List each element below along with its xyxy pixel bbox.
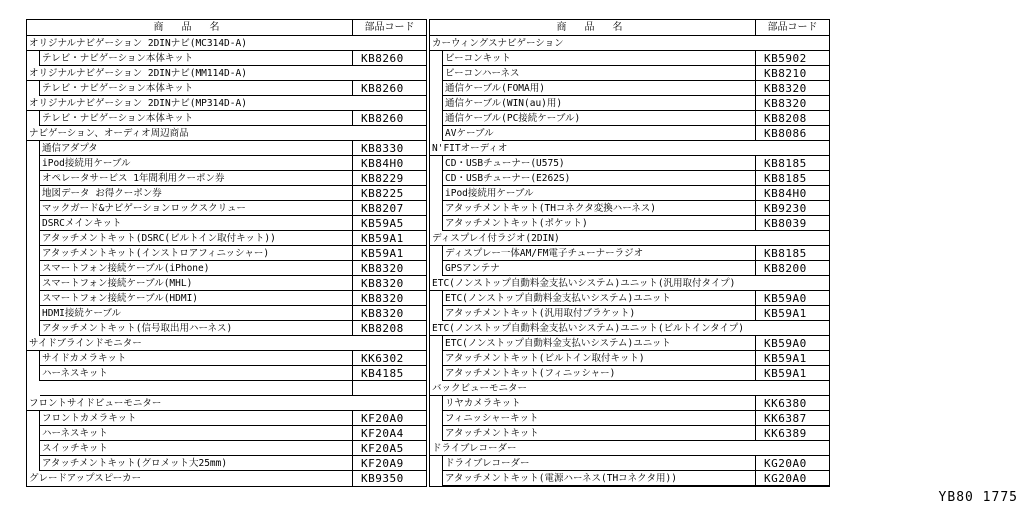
product-name: スマートフォン接続ケーブル(iPhone) <box>39 261 353 276</box>
part-code: KB8225 <box>361 187 404 200</box>
part-code: KB8260 <box>361 82 404 95</box>
part-code: KB8260 <box>361 52 404 65</box>
part-code: KB8320 <box>361 307 404 320</box>
table-row <box>27 351 426 366</box>
part-code: KK6302 <box>361 352 404 365</box>
part-code: KB8330 <box>361 142 404 155</box>
part-code: KG20A0 <box>764 457 807 470</box>
table-row <box>27 366 426 381</box>
table-row <box>430 351 829 366</box>
parts-table-left <box>26 19 427 487</box>
part-code: KK6380 <box>764 397 807 410</box>
table-row <box>27 156 426 171</box>
product-name: オペレータサービス 1年間利用クーポン券 <box>39 171 353 186</box>
product-name: アタッチメントキット(汎用取付ブラケット) <box>442 306 756 321</box>
table-row <box>430 126 829 141</box>
table-row <box>27 111 426 126</box>
product-name: オリジナルナビゲーション 2DINナビ(MM114D-A) <box>29 68 247 79</box>
product-name: グレードアップスピーカー <box>27 471 353 486</box>
category-row <box>27 336 426 351</box>
part-code: KB8185 <box>764 247 807 260</box>
product-name: オリジナルナビゲーション 2DINナビ(MC314D-A) <box>29 38 247 49</box>
product-name: AVケーブル <box>442 126 756 141</box>
part-code: KB8320 <box>361 292 404 305</box>
table-body <box>430 36 829 486</box>
header-product-name: 商 品 名 <box>430 20 756 35</box>
part-code <box>353 381 426 396</box>
part-code: KB5902 <box>764 52 807 65</box>
product-name: バックビューモニター <box>432 383 528 394</box>
table-row <box>430 186 829 201</box>
table-row <box>430 291 829 306</box>
table-row <box>430 216 829 231</box>
product-name: フロントカメラキット <box>39 411 353 426</box>
product-name: テレビ・ナビゲーション本体キット <box>39 111 353 126</box>
product-name: DSRCメインキット <box>39 216 353 231</box>
table-row <box>27 456 426 471</box>
category-row <box>27 396 426 411</box>
product-name: CD・USBチューナー(U575) <box>442 156 756 171</box>
product-name: ディスプレー一体AM/FM電子チューナーラジオ <box>442 246 756 261</box>
product-name: テレビ・ナビゲーション本体キット <box>39 51 353 66</box>
category-row <box>430 381 829 396</box>
product-name: 通信ケーブル(WIN(au)用) <box>442 96 756 111</box>
table-row <box>27 441 426 456</box>
product-name: CD・USBチューナー(E262S) <box>442 171 756 186</box>
table-row <box>27 171 426 186</box>
part-code: KB84H0 <box>764 187 807 200</box>
part-code: KB59A1 <box>361 232 404 245</box>
category-row <box>27 66 426 81</box>
category-row <box>27 96 426 111</box>
category-row <box>430 441 829 456</box>
table-row <box>27 201 426 216</box>
product-name: 通信アダプタ <box>39 141 353 156</box>
part-code: KB8185 <box>764 172 807 185</box>
category-row <box>430 321 829 336</box>
category-row <box>430 276 829 291</box>
category-row <box>430 141 829 156</box>
product-name: ビーコンキット <box>442 51 756 66</box>
product-name: ETC(ノンストップ自動料金支払いシステム)ユニット(ビルトインタイプ) <box>432 323 744 334</box>
category-row <box>27 36 426 51</box>
table-row <box>430 366 829 381</box>
product-name: スイッチキット <box>39 441 353 456</box>
product-name: リヤカメラキット <box>442 396 756 411</box>
product-name: ビーコンハーネス <box>442 66 756 81</box>
product-name: GPSアンテナ <box>442 261 756 276</box>
product-name: スマートフォン接続ケーブル(MHL) <box>39 276 353 291</box>
part-code: KK6387 <box>764 412 807 425</box>
product-name: ディスプレイ付ラジオ(2DIN) <box>432 233 560 244</box>
product-name: HDMI接続ケーブル <box>39 306 353 321</box>
table-row <box>430 471 829 486</box>
product-name: アタッチメントキット <box>442 426 756 441</box>
product-name: ETC(ノンストップ自動料金支払いシステム)ユニット(汎用取付タイプ) <box>432 278 736 289</box>
part-code: KK6389 <box>764 427 807 440</box>
table-row <box>27 81 426 96</box>
table-row <box>430 51 829 66</box>
table-row <box>27 306 426 321</box>
product-name: アタッチメントキット(フィニッシャー) <box>442 366 756 381</box>
product-name: アタッチメントキット(グロメット大25mm) <box>39 456 353 471</box>
table-row <box>430 411 829 426</box>
part-code: KB8208 <box>764 112 807 125</box>
table-row <box>430 336 829 351</box>
table-row <box>430 426 829 441</box>
part-code: KB8208 <box>361 322 404 335</box>
table-row <box>430 96 829 111</box>
part-code: KB59A5 <box>361 217 404 230</box>
table-row <box>27 216 426 231</box>
part-code: KG20A0 <box>764 472 807 485</box>
product-name: ドライブレコーダー <box>432 443 517 454</box>
table-row <box>430 156 829 171</box>
table-row <box>430 111 829 126</box>
part-code: KF20A4 <box>361 427 404 440</box>
product-name: サイドブラインドモニター <box>29 338 142 349</box>
part-code: KB4185 <box>361 367 404 380</box>
product-name: iPod接続用ケーブル <box>442 186 756 201</box>
table-row <box>27 291 426 306</box>
table-row <box>27 141 426 156</box>
table-row <box>430 171 829 186</box>
parts-table-right <box>429 19 830 487</box>
table-body <box>27 36 426 486</box>
product-name: アタッチメントキット(DSRC(ビルトイン取付キット)) <box>39 231 353 246</box>
table-row <box>27 186 426 201</box>
table-header <box>430 20 829 36</box>
product-name: ナビゲーション、オーディオ周辺商品 <box>29 128 189 139</box>
product-name: アタッチメントキット(THコネクタ変換ハーネス) <box>442 201 756 216</box>
table-row <box>27 246 426 261</box>
part-code: KB8200 <box>764 262 807 275</box>
part-code: KB59A0 <box>764 292 807 305</box>
part-code: KB8320 <box>361 277 404 290</box>
table-row <box>27 411 426 426</box>
table-row <box>430 306 829 321</box>
part-code: KB59A0 <box>764 337 807 350</box>
product-name: アタッチメントキット(ポケット) <box>442 216 756 231</box>
product-name: アタッチメントキット(ビルトイン取付キット) <box>442 351 756 366</box>
table-row <box>27 231 426 246</box>
part-code: KB8320 <box>361 262 404 275</box>
part-code: KB59A1 <box>361 247 404 260</box>
part-code: KB9350 <box>361 472 404 485</box>
product-name: 地図データ お得クーポン券 <box>39 186 353 201</box>
product-name: 通信ケーブル(FOMA用) <box>442 81 756 96</box>
table-row <box>27 276 426 291</box>
category-row <box>430 231 829 246</box>
document-id: YB80 1775 <box>938 490 1018 505</box>
product-name: テレビ・ナビゲーション本体キット <box>39 81 353 96</box>
table-row <box>430 81 829 96</box>
table-row <box>430 261 829 276</box>
product-name: アタッチメントキット(インストロアフィニッシャー) <box>39 246 353 261</box>
table-row <box>27 261 426 276</box>
header-product-name: 商 品 名 <box>27 20 353 35</box>
product-name: フィニッシャーキット <box>442 411 756 426</box>
part-code: KB8207 <box>361 202 404 215</box>
product-name <box>27 381 353 396</box>
part-code: KB8210 <box>764 67 807 80</box>
part-code: KB8260 <box>361 112 404 125</box>
part-code: KB8086 <box>764 127 807 140</box>
product-name: アタッチメントキット(電源ハーネス(THコネクタ用)) <box>442 471 756 486</box>
part-code: KB9230 <box>764 202 807 215</box>
table-row <box>27 471 426 486</box>
product-name: マックガード&ナビゲーションロックスクリュー <box>39 201 353 216</box>
part-code: KB59A1 <box>764 367 807 380</box>
header-part-code: 部品コード <box>767 22 818 33</box>
category-row <box>27 126 426 141</box>
product-name: iPod接続用ケーブル <box>39 156 353 171</box>
part-code: KB59A1 <box>764 352 807 365</box>
part-code: KB8320 <box>764 82 807 95</box>
product-name: N'FITオーディオ <box>432 143 508 154</box>
part-code: KB84H0 <box>361 157 404 170</box>
product-name: ETC(ノンストップ自動料金支払いシステム)ユニット <box>442 336 756 351</box>
product-name: ETC(ノンストップ自動料金支払いシステム)ユニット <box>442 291 756 306</box>
product-name: ハーネスキット <box>39 426 353 441</box>
product-name: カーウィングスナビゲーション <box>432 38 564 49</box>
table-row <box>430 66 829 81</box>
table-row <box>430 456 829 471</box>
category-row <box>430 36 829 51</box>
table-row <box>27 381 426 396</box>
part-code: KB8185 <box>764 157 807 170</box>
product-name: スマートフォン接続ケーブル(HDMI) <box>39 291 353 306</box>
table-row <box>27 321 426 336</box>
product-name: サイドカメラキット <box>39 351 353 366</box>
product-name: アタッチメントキット(信号取出用ハーネス) <box>39 321 353 336</box>
product-name: ドライブレコーダー <box>442 456 756 471</box>
part-code: KB8039 <box>764 217 807 230</box>
header-part-code: 部品コード <box>364 22 415 33</box>
product-name: フロントサイドビューモニター <box>29 398 162 409</box>
product-name: ハーネスキット <box>39 366 353 381</box>
part-code: KF20A0 <box>361 412 404 425</box>
part-code: KB8320 <box>764 97 807 110</box>
product-name: オリジナルナビゲーション 2DINナビ(MP314D-A) <box>29 98 247 109</box>
table-row <box>27 426 426 441</box>
part-code: KF20A5 <box>361 442 404 455</box>
table-row <box>430 246 829 261</box>
table-row <box>430 201 829 216</box>
part-code: KB8229 <box>361 172 404 185</box>
table-row <box>27 51 426 66</box>
product-name: 通信ケーブル(PC接続ケーブル) <box>442 111 756 126</box>
table-row <box>430 396 829 411</box>
part-code: KB59A1 <box>764 307 807 320</box>
part-code: KF20A9 <box>361 457 404 470</box>
table-header <box>27 20 426 36</box>
